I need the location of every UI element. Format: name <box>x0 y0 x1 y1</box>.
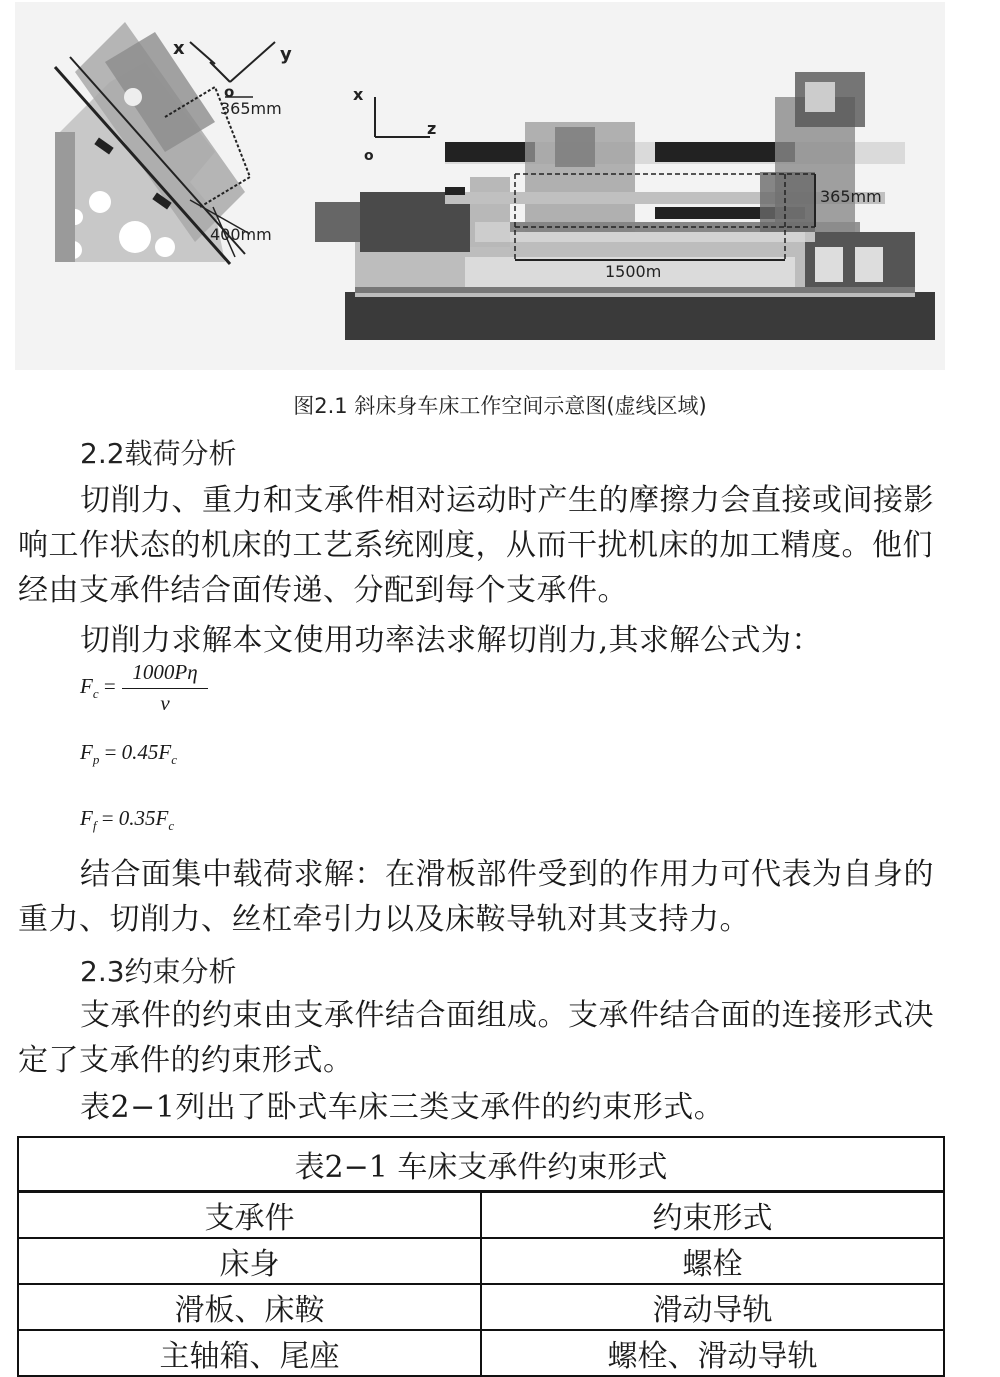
lathe-diagram <box>15 2 945 370</box>
table-cell: 滑动导轨 <box>481 1284 944 1330</box>
eq-ff-rhs: 0.35F <box>118 806 169 830</box>
axis-x-label-left: x <box>173 38 185 59</box>
eq-ff-rhs-subscript: c <box>168 818 175 834</box>
dimension-365mm-right: 365mm <box>820 187 882 206</box>
eq-fc-denominator: v <box>160 691 170 715</box>
figure-caption: 图2.1 斜床身车床工作空间示意图(虚线区域) <box>293 394 707 418</box>
section-heading-load-analysis: 2.2载荷分析 <box>80 437 237 470</box>
eq-ff-symbol: F <box>80 806 93 830</box>
eq-fc-fraction <box>122 660 208 716</box>
axis-y-label-left: y <box>280 44 292 65</box>
axis-z-label-right: z <box>427 119 437 138</box>
eq-fp-symbol: F <box>80 740 93 764</box>
constraint-table <box>17 1136 945 1377</box>
paragraph-constraint-form: 支承件的约束由支承件结合面组成。支承件结合面的连接形式决定了支承件的约束形式。 <box>18 998 934 1078</box>
table-cell: 床身 <box>18 1238 481 1284</box>
dimension-1500m: 1500m <box>605 262 662 281</box>
table-cell: 滑板、床鞍 <box>18 1284 481 1330</box>
paragraph-table-intro: 表2−1列出了卧式车床三类支承件的约束形式。 <box>80 1090 725 1125</box>
table-row <box>18 1330 944 1376</box>
table-cell: 螺栓、滑动导轨 <box>481 1330 944 1376</box>
column-header-constraint: 约束形式 <box>481 1192 944 1239</box>
eq-fc-subscript: c <box>92 686 99 702</box>
slant-bed-section <box>55 22 292 264</box>
table-title: 表2−1 车床支承件约束形式 <box>18 1137 944 1192</box>
origin-label-right: o <box>364 148 374 164</box>
axis-x-label-right: x <box>353 85 364 104</box>
lathe-front-view <box>315 72 935 340</box>
paragraph-load-sources: 切削力、重力和支承件相对运动时产生的摩擦力会直接或间接影响工作状态的机床的工艺系统刚度，从而干扰机床的加工精度。他们经由支承件结合面传递、分配到每个支承件。 <box>18 483 934 608</box>
origin-label-left: o <box>224 83 235 101</box>
eq-fc-symbol: F <box>80 674 93 698</box>
eq-fp-subscript: p <box>92 752 100 768</box>
section-heading-constraint-analysis: 2.3约束分析 <box>80 955 237 988</box>
equation-fp: $F_p = 0.45F_c$ <box>80 740 178 768</box>
eq-fc-numerator: 1000Pη <box>132 660 198 684</box>
dimension-400mm: 400mm <box>210 225 272 244</box>
table-cell: 螺栓 <box>481 1238 944 1284</box>
table-row <box>18 1238 944 1284</box>
eq-fp-rhs-subscript: c <box>171 752 178 768</box>
table-row <box>18 1284 944 1330</box>
table-header-row <box>18 1192 944 1239</box>
eq-fp-rhs: 0.45F <box>121 740 172 764</box>
paragraph-cutting-force-method: 切削力求解本文使用功率法求解切削力,其求解公式为： <box>80 623 823 658</box>
table-cell: 主轴箱、尾座 <box>18 1330 481 1376</box>
eq-ff-subscript: f <box>92 818 97 834</box>
column-header-support: 支承件 <box>18 1192 481 1239</box>
paragraph-joint-load: 结合面集中载荷求解：在滑板部件受到的作用力可代表为自身的重力、切削力、丝杠牵引力以及床鞍导轨对其支持力。 <box>18 857 934 937</box>
lathe-workspace-figure <box>15 2 945 370</box>
dimension-365mm-left: 365mm <box>220 99 282 118</box>
equation-ff: $F_f = 0.35F_c$ <box>80 806 175 834</box>
